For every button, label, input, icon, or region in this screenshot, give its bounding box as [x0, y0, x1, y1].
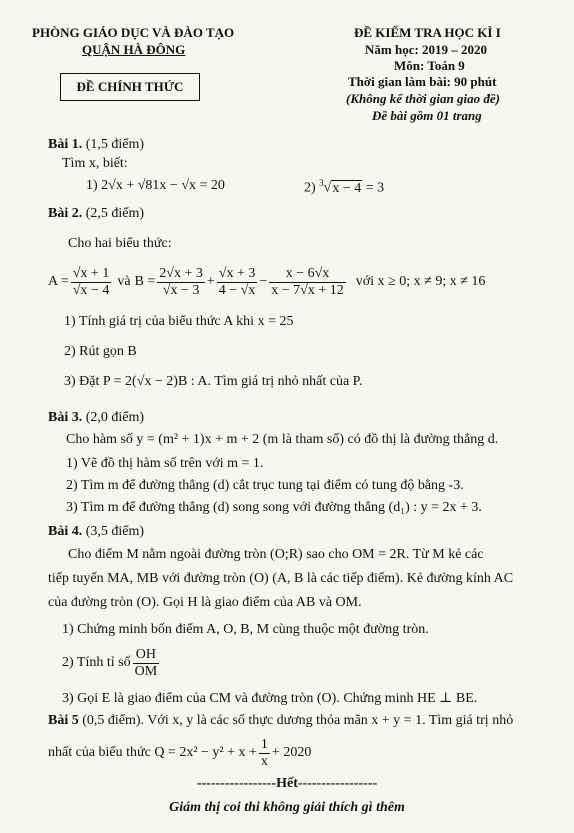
fraction-A-numerator: √x + 1 [72, 265, 110, 281]
q3-heading [48, 410, 144, 426]
fraction-A [71, 266, 112, 299]
fraction-x: x [260, 753, 268, 769]
q2-conditions: với x ≥ 0; x ≠ 9; x ≠ 16 [355, 274, 486, 289]
fraction-B2 [217, 266, 258, 299]
end-marker: -----------------Hết----------------- [196, 776, 378, 791]
q1-part2-radicand: x − 4 [332, 180, 362, 196]
q4-line3: của đường tròn (O). Gọi H là giao điểm của AB và OM. [48, 595, 362, 610]
proctor-note: Giám thị coi thi không giải thích gì thêm [169, 800, 405, 815]
q2-title: Bài 2. [48, 206, 83, 221]
q2-points: (2,5 điểm) [85, 206, 145, 221]
department-name: PHÒNG GIÁO DỤC VÀ ĐÀO TẠO [32, 25, 235, 40]
q1-part2-rhs: = 3 [365, 180, 385, 196]
cube-root-index: 3 [319, 178, 324, 188]
plus-sign: + [206, 274, 215, 289]
q5-line2 [48, 734, 311, 772]
pages-note: Đề bài gồm 01 trang [372, 108, 482, 123]
duration-note: (Không kể thời gian giao đề) [346, 91, 500, 106]
fraction-one: 1 [260, 736, 268, 752]
fraction-B2-denominator: 4 − √x [218, 282, 256, 298]
official-label: ĐỀ CHÍNH THỨC [60, 73, 200, 101]
q2-A-lhs: A = [48, 274, 69, 289]
q3-intro: Cho hàm số y = (m² + 1)x + m + 2 (m là tham số) có đồ thị là đường thẳng d. [66, 432, 499, 447]
q2-and: và [117, 274, 131, 289]
radical-sign: √ [323, 180, 332, 196]
q2-part1: 1) Tính giá trị của biểu thức A khi x = 25 [64, 314, 294, 329]
q2-part2: 2) Rút gọn B [64, 344, 137, 359]
q1-part2 [304, 178, 384, 197]
minus-sign: − [259, 274, 268, 289]
q1-part1 [86, 178, 225, 194]
q5-text-line1: (0,5 điểm). Với x, y là các số thực dương thỏa mãn x + y = 1. Tìm giá trị nhỏ [82, 713, 514, 728]
exam-title: ĐỀ KIỂM TRA HỌC KÌ I [354, 25, 501, 40]
fraction-B3-denominator: x − 7√x + 12 [271, 282, 344, 298]
q3-part1: 1) Vẽ đồ thị hàm số trên với m = 1. [66, 456, 264, 471]
fraction-one-over-x [259, 737, 270, 770]
q5-title: Bài 5 [48, 713, 79, 728]
q2-B-lhs: B = [134, 274, 156, 289]
fraction-OM: OM [134, 663, 158, 679]
fraction-B3-numerator: x − 6√x [269, 266, 345, 283]
q2-heading [48, 206, 144, 222]
subject: Môn: Toán 9 [394, 58, 465, 73]
q4-line1: Cho điểm M nằm ngoài đường tròn (O;R) sao cho OM = 2R. Từ M kẻ các [68, 547, 484, 562]
q4-part3: 3) Gọi E là giao điểm của CM và đường tròn (O). Chứng minh HE ⊥ BE. [62, 691, 478, 706]
fraction-B3 [269, 266, 345, 299]
q1-part1-label: 1) [86, 178, 98, 193]
q1-title: Bài 1. [48, 137, 83, 152]
q4-heading [48, 524, 144, 540]
q1-intro: Tìm x, biết: [62, 156, 128, 171]
q3-title: Bài 3. [48, 410, 83, 425]
q1-part2-label: 2) [304, 180, 316, 196]
q4-part2 [62, 645, 161, 681]
q3-part3: 3) Tìm m để đường thẳng (d) song song với đường thẳng (d₁) : y = 2x + 3. [66, 500, 482, 515]
fraction-OH-OM [133, 647, 160, 680]
q4-line2: tiếp tuyến MA, MB với đường tròn (O) (A, B là các tiếp điểm). Kẻ đường kính AC [48, 571, 514, 586]
q2-part3: 3) Đặt P = 2(√x − 2)B : A. Tìm giá trị nhỏ nhất của P. [64, 374, 363, 389]
fraction-B1-denominator: √x − 3 [162, 282, 200, 298]
fraction-OH: OH [133, 647, 160, 664]
q5-text-prefix: nhất của biểu thức Q = 2x² − y² + x + [48, 745, 257, 760]
q2-expressions [48, 262, 485, 302]
q2-intro: Cho hai biểu thức: [68, 236, 172, 251]
q4-points: (3,5 điểm) [85, 524, 145, 539]
q4-title: Bài 4. [48, 524, 83, 539]
q4-part1: 1) Chứng minh bốn điểm A, O, B, M cùng thuộc một đường tròn. [62, 622, 429, 637]
school-year: Năm học: 2019 – 2020 [365, 42, 488, 57]
q3-part2: 2) Tìm m để đường thẳng (d) cắt trục tung tại điểm có tung độ bằng -3. [66, 478, 464, 493]
district-name: QUẬN HÀ ĐÔNG [82, 42, 186, 57]
q5-line1 [48, 713, 513, 729]
q1-heading [48, 137, 144, 153]
q4-part2-prefix: 2) Tính tỉ số [62, 655, 131, 670]
fraction-B1 [157, 266, 205, 299]
fraction-B1-numerator: 2√x + 3 [159, 265, 203, 281]
fraction-A-denominator: √x − 4 [72, 282, 110, 298]
q1-points: (1,5 điểm) [85, 137, 145, 152]
q1-part1-expr: 2√x + √81x − √x = 20 [101, 178, 225, 193]
q3-points: (2,0 điểm) [85, 410, 145, 425]
duration: Thời gian làm bài: 90 phút [348, 74, 497, 89]
fraction-B2-numerator: √x + 3 [218, 265, 256, 281]
q5-text-suffix: + 2020 [271, 745, 312, 760]
